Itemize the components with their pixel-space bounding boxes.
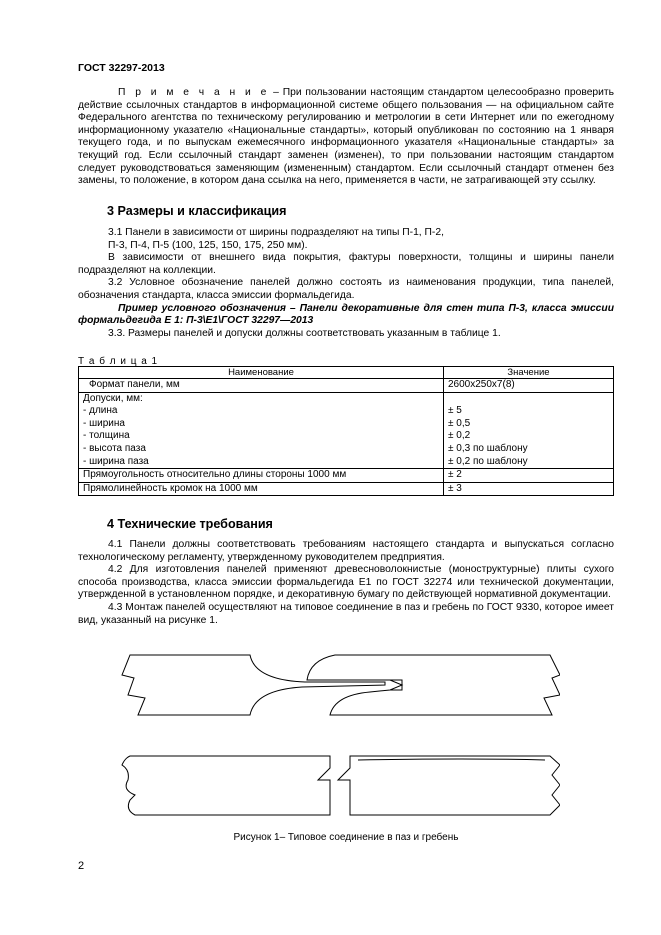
tongue-tip [390, 680, 402, 690]
table-header-row [79, 367, 614, 379]
note-text: – При пользовании настоящим стандартом целесообразно проверить действие ссылочных стандартов в информационной системе общего пользования — на официальном сайте Федерального агентства по техническому регулированию и метрологии в сети Интернет или по ежегодному информационному указателю «Национальные стандарты», который опубликован по состоянию на 1 января текущего года, и по выпускам ежемесячного информационного указателя «Национальные стандарты» за текущий год. Если ссылочный стандарт заменен (изменен), то при пользовании настоящим стандартом следует руководствоваться заменяющим (измененным) стандартом. Если ссылочный стандарт отменен без замены, то положение, в котором дана ссылка на него, применяется в части, не затрагивающей эту ссылку. [78, 87, 614, 187]
straight-value: ± 3 [444, 482, 614, 496]
tol-value: ± 5 [448, 405, 462, 417]
tol-name: - длина [83, 405, 118, 417]
section-4-body [78, 539, 614, 627]
table-row [79, 392, 614, 469]
format-value: 2600x250x7(8) [444, 379, 614, 393]
clause-3-1-collections: В зависимости от внешнего вида покрытия, фактуры поверхности, толщины и ширины панели подразделяют на коллекции. [78, 252, 614, 276]
note-paragraph [78, 87, 614, 188]
table-1-caption: Т а б л и ц а 1 [78, 356, 159, 367]
rect-value: ± 2 [444, 469, 614, 483]
tol-name: - высота паза [83, 442, 146, 454]
tolerances-values [444, 392, 614, 469]
section-3-body [78, 227, 614, 340]
clause-3-1-types: П-3, П-4, П-5 (100, 125, 150, 175, 250 мм). [108, 239, 308, 251]
designation-example: Пример условного обозначения – Панели декоративные для стен типа П-3, класса эмиссии формальдегида Е 1: П-3\Е1\ГОСТ 32297—2013 [78, 302, 614, 327]
format-name: Формат панели, мм [79, 379, 444, 393]
standard-code-header: ГОСТ 32297-2013 [78, 62, 165, 74]
clause-4-3: 4.3 Монтаж панелей осуществляют на типовое соединение в паз и гребень по ГОСТ 9330, которое имеет вид, указанный на рисунке 1. [78, 601, 614, 626]
section-3-title: 3 Размеры и классификация [107, 204, 287, 218]
clause-3-3: 3.3. Размеры панелей и допуски должны соответствовать указанным в таблице 1. [108, 327, 501, 339]
clause-4-1: 4.1 Панели должны соответствовать требованиям настоящего стандарта и выпускаться согласно технологическому регламенту, утвержденному руководителем предприятия. [78, 539, 614, 563]
figure-caption: Рисунок 1– Типовое соединение в паз и гребень [233, 832, 459, 843]
note-label: П р и м е ч а н и е [118, 87, 270, 98]
clause-3-1: 3.1 Панели в зависимости от ширины подразделяют на типы П-1, П-2, [108, 227, 444, 238]
section-4-title: 4 Технические требования [107, 517, 273, 531]
header-name: Наименование [79, 367, 444, 379]
tol-name: - толщина [83, 430, 130, 442]
clause-3-2: 3.2 Условное обозначение панелей должно состоять из наименования продукции, типа панелей, обозначения стандарта, класса эмиссии формальдегида. [78, 277, 614, 301]
panel-edge-line [358, 759, 545, 760]
page-number: 2 [78, 860, 85, 872]
table-1 [78, 366, 614, 496]
tol-value: ± 0,5 [448, 417, 471, 429]
tolerances-title: Допуски, мм: [83, 392, 143, 404]
tolerances-names [79, 392, 444, 469]
panel-tongue-top [307, 655, 560, 715]
tol-name: - ширина [83, 417, 125, 429]
table-row [79, 379, 614, 393]
header-value: Значение [444, 367, 614, 379]
tol-value: ± 0,2 [448, 430, 471, 442]
panel-bottom-right [338, 756, 560, 815]
straight-name: Прямолинейность кромок на 1000 мм [79, 482, 444, 496]
table-row [79, 482, 614, 496]
panel-bottom-left [122, 756, 330, 815]
table-row [79, 469, 614, 483]
clause-4-2: 4.2 Для изготовления панелей применяют древесноволокнистые (моноструктурные) плиты сухого способа производства, класса эмиссии формальдегида Е1 по ГОСТ 32274 или технической документации, утвержденной в установленном порядке, и декоративную бумагу по действующей нормативной документации. [78, 564, 614, 601]
rect-name: Прямоугольность относительно длины стороны 1000 мм [79, 469, 444, 483]
panel-groove-top [122, 655, 385, 715]
tongue-groove-figure [120, 650, 560, 820]
tol-name: - ширина паза [83, 455, 149, 467]
tol-value: ± 0,3 по шаблону [448, 442, 528, 454]
tol-value: ± 0,2 по шаблону [448, 455, 528, 467]
